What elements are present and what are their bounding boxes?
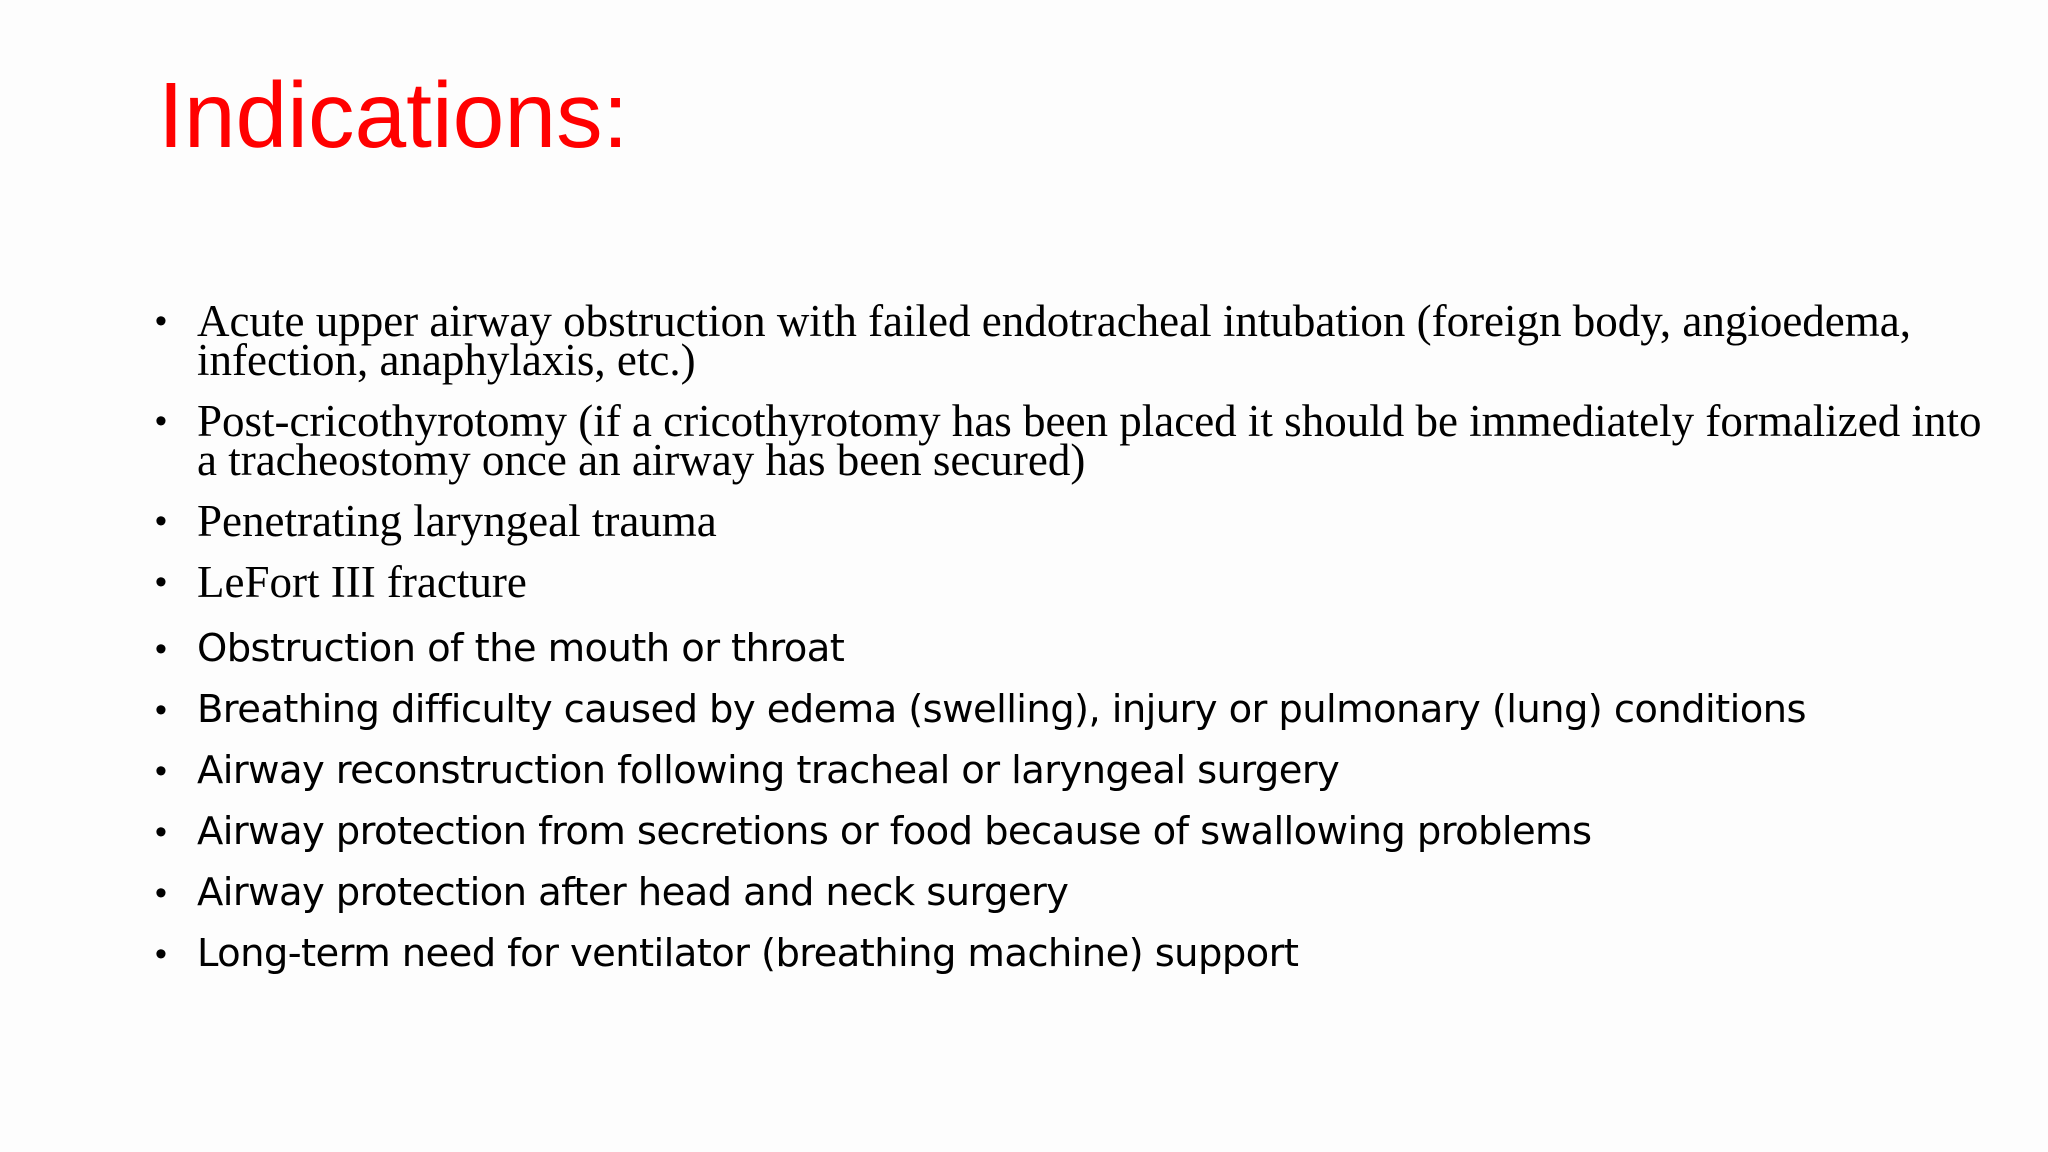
list-item [155, 746, 1995, 796]
list-item-text: Obstruction of the mouth or throat [197, 626, 845, 671]
list-item [155, 929, 1995, 979]
list-item [155, 396, 1995, 485]
bullet-icon: • [155, 630, 167, 668]
list-item-text: Airway reconstruction following tracheal or laryngeal surgery [197, 748, 1340, 793]
bullet-icon: • [155, 874, 167, 912]
bullet-icon: • [155, 935, 167, 973]
list-item [155, 296, 1995, 385]
bullet-icon: • [155, 691, 167, 729]
list-item [155, 807, 1995, 857]
list-item-text: LeFort III fracture [197, 557, 527, 607]
list-item-text: Breathing difficulty caused by edema (swelling), injury or pulmonary (lung) conditions [197, 687, 1806, 732]
list-item-text: Long-term need for ventilator (breathing machine) support [197, 931, 1299, 976]
list-item-text: Post-cricothyrotomy (if a cricothyrotomy has been placed it should be immediately formalized into a tracheostomy once an airway has been secured) [197, 396, 1982, 485]
list-item-text: Penetrating laryngeal trauma [197, 496, 717, 546]
bullet-icon: • [155, 563, 167, 601]
bullet-icon: • [155, 502, 167, 540]
list-item-text: Airway protection after head and neck surgery [197, 870, 1069, 915]
slide-title: Indications: [158, 63, 629, 167]
bullet-icon: • [155, 402, 167, 440]
list-item [155, 624, 1995, 674]
list-item-text: Airway protection from secretions or food because of swallowing problems [197, 809, 1592, 854]
bullet-icon: • [155, 813, 167, 851]
list-item-text: Acute upper airway obstruction with failed endotracheal intubation (foreign body, angioedema, infection, anaphylaxis, etc.) [197, 296, 1911, 385]
list-item [155, 868, 1995, 918]
list-item [155, 557, 1995, 607]
bullet-icon: • [155, 752, 167, 790]
list-item [155, 496, 1995, 546]
indications-list [155, 296, 1995, 990]
bullet-icon: • [155, 302, 167, 340]
list-item [155, 685, 1995, 735]
